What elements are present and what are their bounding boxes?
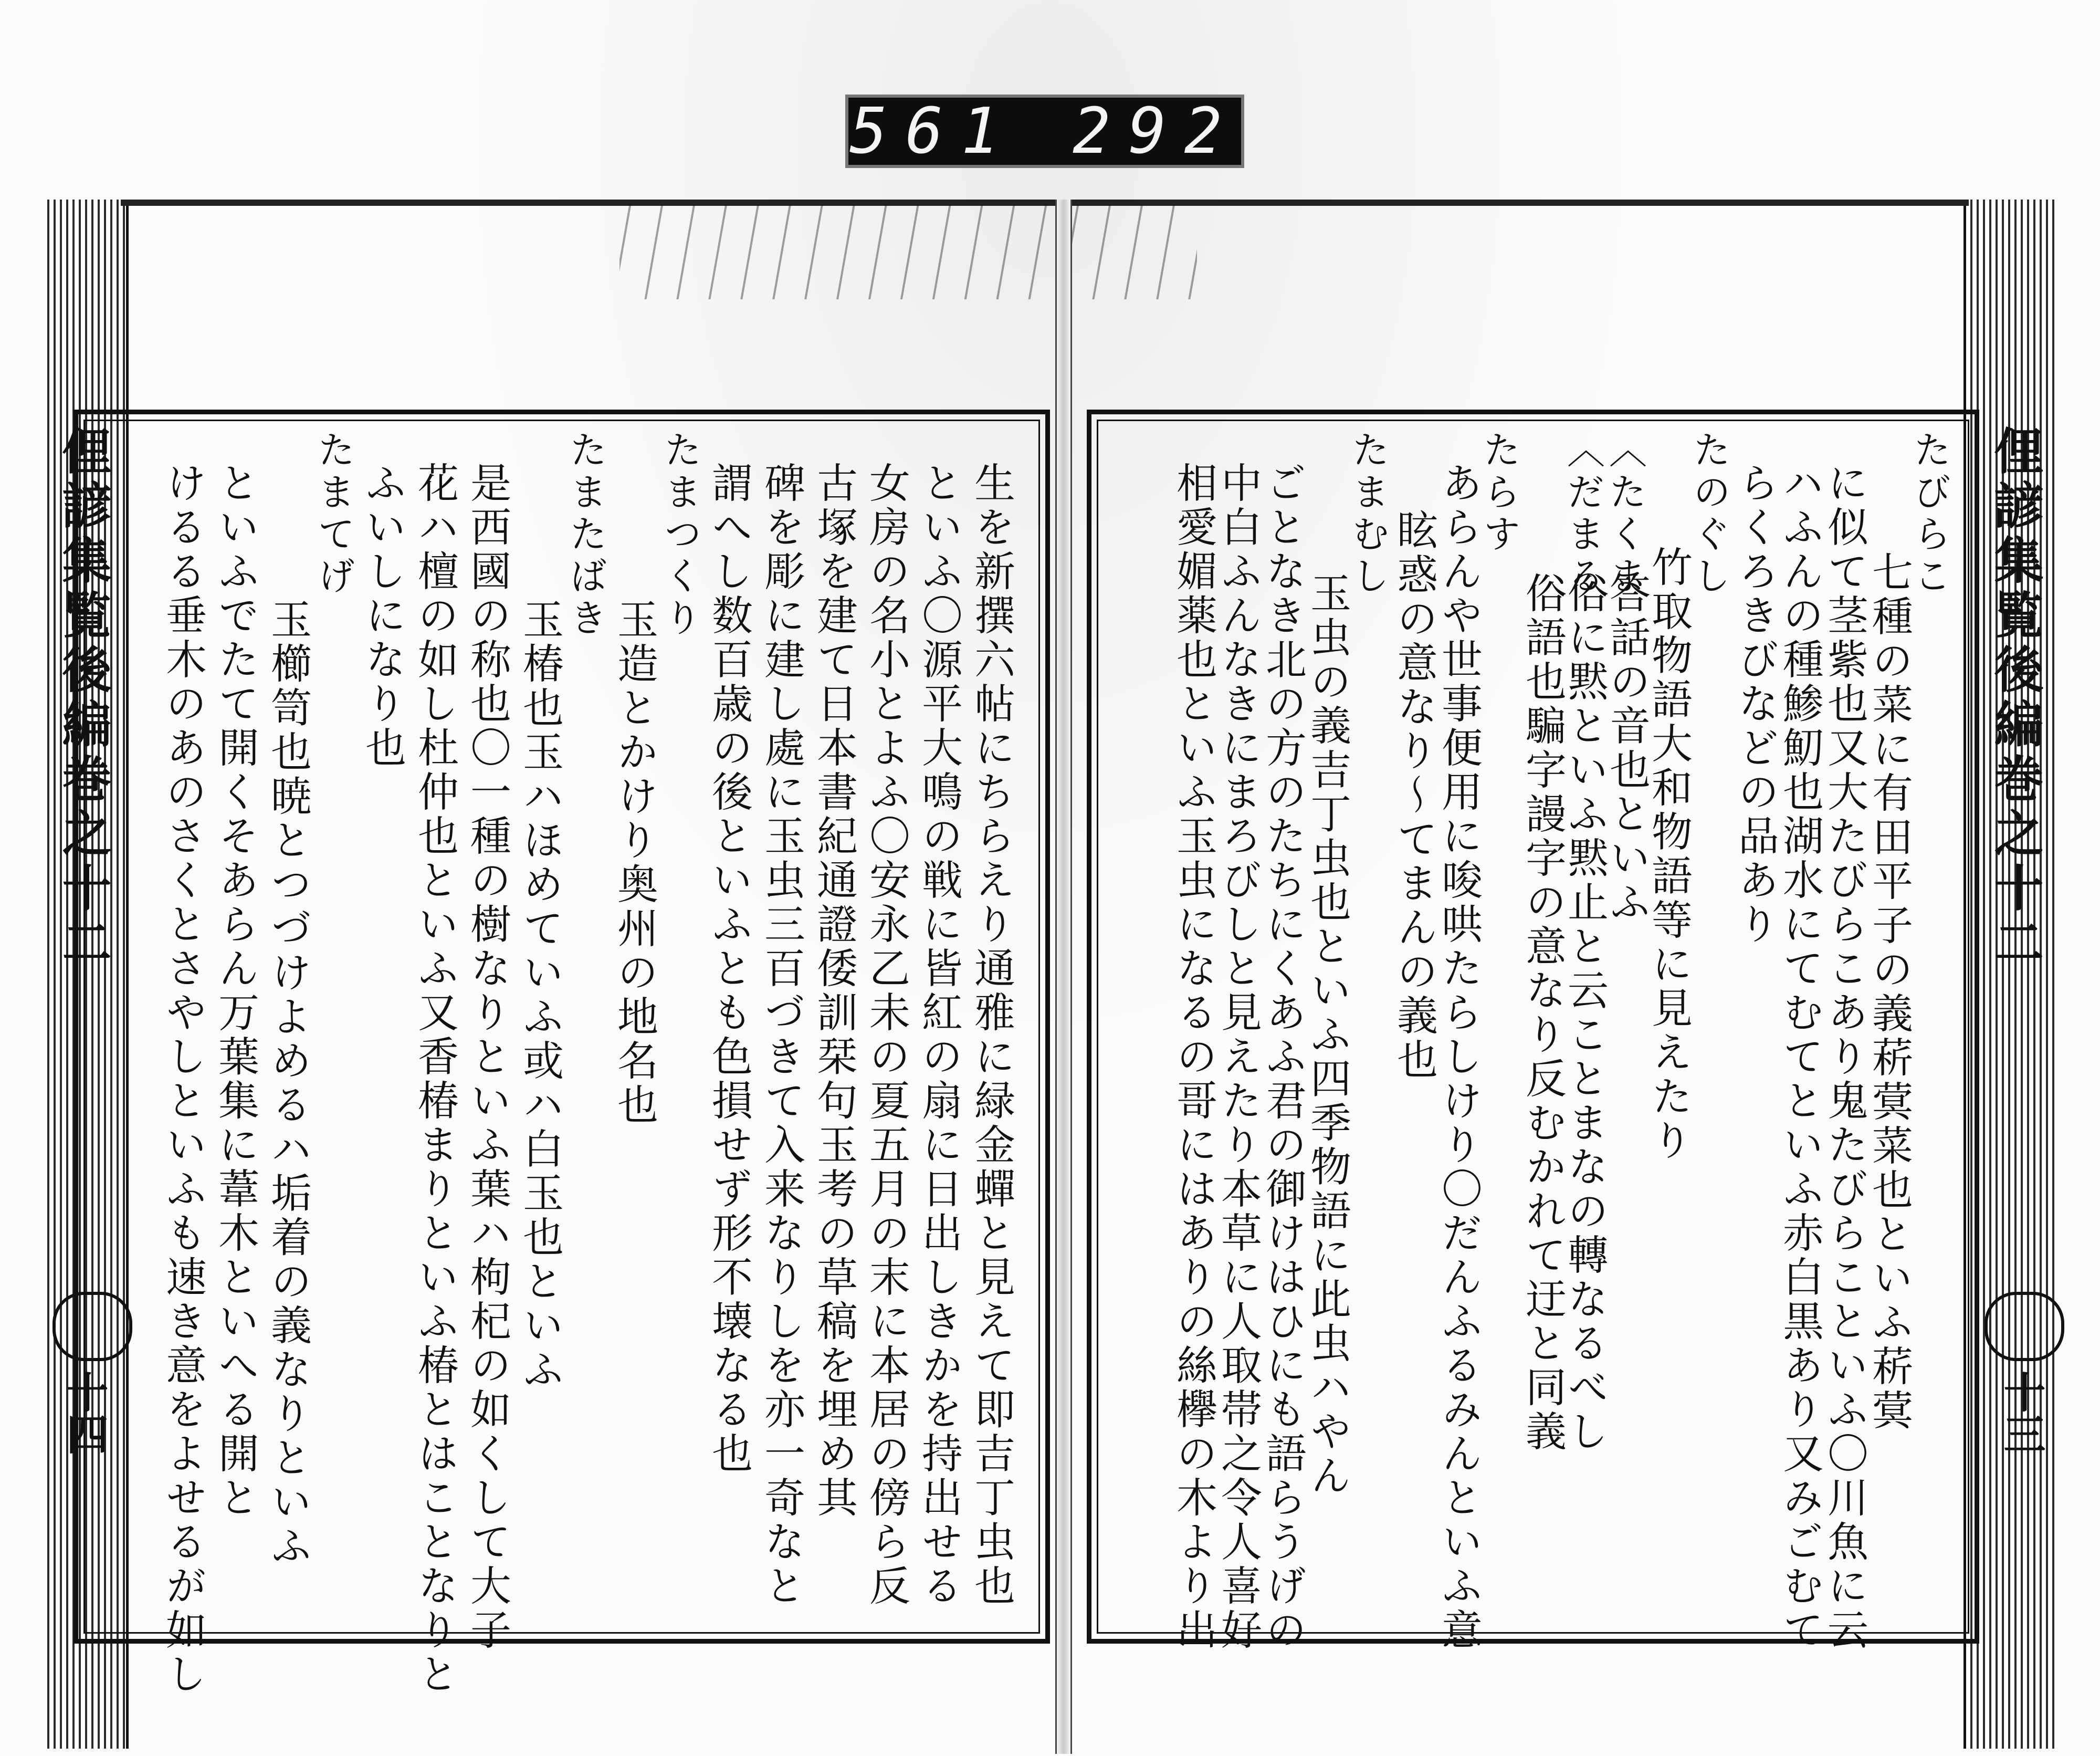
entry-heading: たまたばき: [563, 430, 607, 640]
text-column: といふ〇源平大鳴の戦に皆紅の扇に日出しきかを持出せる: [915, 462, 962, 1608]
text-column: ふいしになり也: [359, 462, 406, 770]
text-column: ごとなき北の方のたちにくあふ君の御けはひにも語らうげの: [1259, 462, 1306, 1653]
text-column: 玉造とかけり奥州の地名也: [611, 598, 658, 1127]
book-spine: [1055, 200, 1072, 1754]
text-column: けるる垂木のあのさくとさやしといふも速き意をよせるが如し: [159, 462, 206, 1697]
text-column: 謂へし数百歳の後といふとも色損せず形不壊なる也: [705, 462, 752, 1476]
entry-heading: 〈だまる: [1561, 430, 1605, 598]
text-column: 玉椿也玉ハほめていふ或ハ白玉也といふ: [516, 598, 563, 1392]
entry-heading: たまつくり: [658, 430, 702, 640]
text-column: 女房の名小とよふ〇安永乙未の夏五月の末に本居の傍ら反: [863, 462, 910, 1608]
left-page: [74, 410, 1050, 1697]
text-column: 是西國の称也〇一種の樹なりといふ葉ハ枸杞の如くして大子: [464, 462, 511, 1653]
catalog-label: [845, 95, 1244, 168]
text-column: 答話の音也といふ: [1603, 572, 1650, 925]
text-column: 俗語也騙字謾字の意なり反むかれて迂と同義: [1519, 572, 1566, 1454]
text-column: 碑を彫に建し處に玉虫三百づきて入来なりしを亦一奇なと: [758, 462, 805, 1608]
left-margin-title: 俚諺集覧後編巻之十二: [54, 425, 111, 971]
right-page: [1087, 410, 1979, 1653]
text-column: 生を新撰六帖にちらえり通雅に緑金蟬と見えて即吉丁虫也: [968, 462, 1015, 1608]
text-column: 竹取物語大和物語等に見えたり: [1645, 546, 1692, 1163]
text-column: に似て茎紫也又大たびらこあり鬼たびらこといふ〇川魚に云: [1821, 462, 1868, 1653]
entry-heading: たらす: [1477, 430, 1521, 556]
entry-heading: たまむし: [1346, 430, 1390, 598]
open-book: [42, 200, 2053, 1754]
entry-heading: たのぐし: [1687, 430, 1731, 598]
text-column: 玉櫛笥也暁とつづけよめるハ垢着の義なりといふ: [264, 598, 311, 1569]
text-column: らくろきびなどの品あり: [1731, 462, 1779, 947]
right-folio-number: 十三: [1997, 1371, 2046, 1455]
right-folio-tab: [1984, 1292, 2064, 1361]
text-column: 中白ふんなきにまろびしと見えたり本草に人取帯之令人喜好: [1214, 462, 1262, 1653]
left-folio-number: 十四: [59, 1371, 109, 1455]
text-column: 玉虫の義吉丁虫也といふ四季物語に此虫ハやん: [1304, 572, 1351, 1498]
text-column: 七種の菜に有田平子の義菥蓂菜也といふ菥蓂: [1865, 551, 1913, 1433]
text-column: 眩惑の意なり〜てまんの義也: [1390, 509, 1437, 1082]
catalog-number: 561 292: [849, 95, 1240, 168]
text-column: ハふんの種鯵魛也湖水にてむてといふ赤白黒あり又みごむて: [1776, 462, 1823, 1653]
text-column: 古塚を建て日本書紀通證倭訓栞句玉考の草稿を埋め其: [810, 462, 857, 1520]
text-column: 花ハ檀の如し杜仲也といふ又香椿まりといふ椿とはことなりと: [411, 462, 458, 1697]
text-column: 俗に黙といふ黙止と云ことまなの轉なるべし: [1561, 572, 1608, 1454]
text-column: といふでたて開くそあらん万葉集に葦木といへる開と: [212, 462, 259, 1520]
entry-heading: たまてげ: [311, 430, 355, 598]
right-margin-title: 俚諺集覧後編巻之十二: [1986, 425, 2043, 971]
text-column: あらんや世事便用に唆哄たらしけり〇だんふるみんといふ意: [1435, 462, 1482, 1653]
text-column: 相愛媚薬也といふ玉虫になるの哥にはありの絲欅の木より出: [1170, 462, 1217, 1653]
entry-heading: 〈たくま: [1603, 430, 1647, 598]
entry-heading: たびらこ: [1907, 430, 1951, 598]
paper-damage: [620, 205, 1197, 299]
